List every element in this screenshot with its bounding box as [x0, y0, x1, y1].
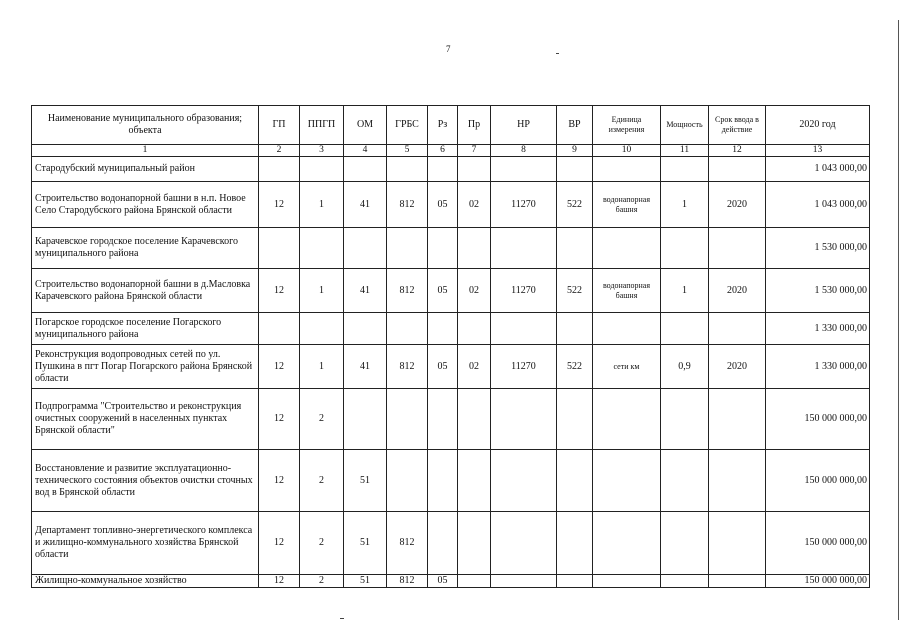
amount-cell: 1 530 000,00: [766, 228, 870, 269]
table-cell: 0,9: [661, 345, 709, 389]
table-cell: [259, 313, 300, 345]
row-name-cell: Строительство водонапорной башни в н.п. Новое Село Стародубского района Брянской области: [32, 182, 259, 228]
amount-cell: 1 043 000,00: [766, 182, 870, 228]
table-cell: 2: [300, 512, 344, 575]
table-cell: [259, 157, 300, 182]
table-cell: 2: [300, 389, 344, 450]
table-cell: [428, 389, 458, 450]
table-cell: [458, 512, 491, 575]
column-number: 7: [458, 145, 491, 157]
header-cell: Срок ввода в действие: [709, 106, 766, 145]
table-cell: 522: [557, 345, 593, 389]
table-cell: 1: [300, 182, 344, 228]
amount-cell: 1 530 000,00: [766, 269, 870, 313]
table-cell: 812: [387, 269, 428, 313]
table-cell: [428, 512, 458, 575]
amount-cell: 1 043 000,00: [766, 157, 870, 182]
table-row: [32, 313, 870, 345]
table-cell: [709, 157, 766, 182]
table-cell: [491, 512, 557, 575]
table-cell: [300, 313, 344, 345]
table-cell: 05: [428, 345, 458, 389]
table-cell: 41: [344, 269, 387, 313]
table-cell: [300, 228, 344, 269]
column-number: 11: [661, 145, 709, 157]
table-cell: 51: [344, 575, 387, 588]
table-row: [32, 575, 870, 588]
table-cell: [709, 450, 766, 512]
table-cell: 41: [344, 345, 387, 389]
table-row: [32, 512, 870, 575]
table-cell: 05: [428, 575, 458, 588]
table-cell: 12: [259, 345, 300, 389]
table-cell: [491, 228, 557, 269]
table-cell: [661, 313, 709, 345]
row-name-cell: Погарское городское поселение Погарского муниципального района: [32, 313, 259, 345]
table-cell: [387, 450, 428, 512]
table-cell: [661, 575, 709, 588]
table-cell: 812: [387, 575, 428, 588]
table-cell: 02: [458, 345, 491, 389]
header-cell: 2020 год: [766, 106, 870, 145]
row-name-cell: Строительство водонапорной башни в д.Масловка Карачевского района Брянской области: [32, 269, 259, 313]
column-number: 8: [491, 145, 557, 157]
table-cell: 522: [557, 182, 593, 228]
page-number: 7: [446, 44, 451, 54]
header-cell: ГРБС: [387, 106, 428, 145]
table-cell: 11270: [491, 345, 557, 389]
table-cell: [344, 389, 387, 450]
amount-cell: 1 330 000,00: [766, 345, 870, 389]
header-row: [32, 106, 870, 145]
table-cell: [428, 228, 458, 269]
budget-table: [31, 105, 870, 588]
header-cell: НР: [491, 106, 557, 145]
table-cell: 51: [344, 450, 387, 512]
table-cell: [709, 512, 766, 575]
scan-mark: [340, 618, 344, 619]
table-cell: [344, 157, 387, 182]
table-cell: [593, 228, 661, 269]
table-cell: 12: [259, 182, 300, 228]
column-number: 9: [557, 145, 593, 157]
table-cell: [593, 389, 661, 450]
header-cell: Мощность: [661, 106, 709, 145]
table-cell: [491, 313, 557, 345]
table-cell: [259, 228, 300, 269]
table-cell: 11270: [491, 182, 557, 228]
column-number: 13: [766, 145, 870, 157]
table-cell: [491, 157, 557, 182]
table-cell: [458, 228, 491, 269]
table-cell: 51: [344, 512, 387, 575]
table-cell: [557, 389, 593, 450]
column-number: 12: [709, 145, 766, 157]
table-cell: [661, 512, 709, 575]
table-cell: [593, 575, 661, 588]
column-number: 2: [259, 145, 300, 157]
table-cell: [491, 389, 557, 450]
column-number: 4: [344, 145, 387, 157]
table-cell: [344, 313, 387, 345]
table-cell: [458, 313, 491, 345]
header-cell: Рз: [428, 106, 458, 145]
amount-cell: 150 000 000,00: [766, 512, 870, 575]
column-number: 10: [593, 145, 661, 157]
table-cell: сети км: [593, 345, 661, 389]
table-cell: [557, 157, 593, 182]
table-cell: 812: [387, 345, 428, 389]
amount-cell: 1 330 000,00: [766, 313, 870, 345]
table-cell: 05: [428, 269, 458, 313]
table-cell: водонапорная башня: [593, 182, 661, 228]
column-number: 6: [428, 145, 458, 157]
table-row: [32, 450, 870, 512]
amount-cell: 150 000 000,00: [766, 450, 870, 512]
table-cell: 02: [458, 269, 491, 313]
table-cell: [458, 157, 491, 182]
table-cell: [428, 313, 458, 345]
table-cell: [661, 450, 709, 512]
table-cell: [300, 157, 344, 182]
table-cell: [491, 450, 557, 512]
table-cell: [344, 228, 387, 269]
header-cell: ОМ: [344, 106, 387, 145]
table-cell: 812: [387, 512, 428, 575]
table-cell: [491, 575, 557, 588]
table-cell: [387, 389, 428, 450]
table-cell: 1: [300, 269, 344, 313]
table-cell: 812: [387, 182, 428, 228]
table-cell: 1: [661, 269, 709, 313]
table-row: [32, 182, 870, 228]
table-cell: [458, 575, 491, 588]
row-name-cell: Жилищно-коммунальное хозяйство: [32, 575, 259, 588]
header-cell: ГП: [259, 106, 300, 145]
table-cell: [593, 157, 661, 182]
table-cell: 1: [300, 345, 344, 389]
table-cell: [709, 228, 766, 269]
table-cell: 02: [458, 182, 491, 228]
table-row: [32, 389, 870, 450]
table-cell: [661, 157, 709, 182]
header-cell: Пр: [458, 106, 491, 145]
table-cell: [557, 575, 593, 588]
column-number: 5: [387, 145, 428, 157]
row-name-cell: Департамент топливно-энергетического комплекса и жилищно-коммунального хозяйства Брянской области: [32, 512, 259, 575]
table-cell: [709, 575, 766, 588]
table-row: [32, 269, 870, 313]
table-cell: 12: [259, 575, 300, 588]
table-cell: [709, 313, 766, 345]
table-cell: [661, 228, 709, 269]
table-cell: 12: [259, 389, 300, 450]
row-name-cell: Карачевское городское поселение Карачевского муниципального района: [32, 228, 259, 269]
table-cell: 41: [344, 182, 387, 228]
row-name-cell: Подпрограмма "Строительство и реконструкция очистных сооружений в населенных пунктах Брянской области": [32, 389, 259, 450]
table-cell: [661, 389, 709, 450]
amount-cell: 150 000 000,00: [766, 389, 870, 450]
amount-cell: 150 000 000,00: [766, 575, 870, 588]
table-cell: 1: [661, 182, 709, 228]
header-cell: ППГП: [300, 106, 344, 145]
table-cell: водонапорная башня: [593, 269, 661, 313]
table-cell: [428, 450, 458, 512]
table-cell: 2020: [709, 269, 766, 313]
header-cell: ВР: [557, 106, 593, 145]
table-cell: 2020: [709, 345, 766, 389]
table-cell: [458, 389, 491, 450]
table-cell: 2020: [709, 182, 766, 228]
table-row: [32, 228, 870, 269]
table-cell: 11270: [491, 269, 557, 313]
table-cell: 522: [557, 269, 593, 313]
table-cell: [709, 389, 766, 450]
table-row: [32, 157, 870, 182]
table-cell: [593, 512, 661, 575]
table-cell: [458, 450, 491, 512]
table-cell: [557, 450, 593, 512]
table-cell: [428, 157, 458, 182]
header-cell: Единица измерения: [593, 106, 661, 145]
table-cell: 12: [259, 450, 300, 512]
column-number-row: [32, 145, 870, 157]
table-cell: [557, 228, 593, 269]
table-cell: 05: [428, 182, 458, 228]
table-cell: [387, 313, 428, 345]
row-name-cell: Реконструкция водопроводных сетей по ул. Пушкина в пгт Погар Погарского района Брянской области: [32, 345, 259, 389]
table-cell: 12: [259, 269, 300, 313]
row-name-cell: Стародубский муниципальный район: [32, 157, 259, 182]
table-cell: 2: [300, 450, 344, 512]
table-cell: 12: [259, 512, 300, 575]
table-cell: [387, 228, 428, 269]
table-cell: [557, 512, 593, 575]
column-number: 3: [300, 145, 344, 157]
table-cell: [557, 313, 593, 345]
table-cell: [593, 450, 661, 512]
scan-mark: [556, 53, 559, 54]
header-cell: Наименование муниципального образования; объекта: [32, 106, 259, 145]
column-number: 1: [32, 145, 259, 157]
table-cell: [387, 157, 428, 182]
table-cell: [593, 313, 661, 345]
table-cell: 2: [300, 575, 344, 588]
scan-edge-line: [898, 20, 899, 620]
row-name-cell: Восстановление и развитие эксплуатационно-технического состояния объектов очистки сточных вод в Брянской области: [32, 450, 259, 512]
table-row: [32, 345, 870, 389]
